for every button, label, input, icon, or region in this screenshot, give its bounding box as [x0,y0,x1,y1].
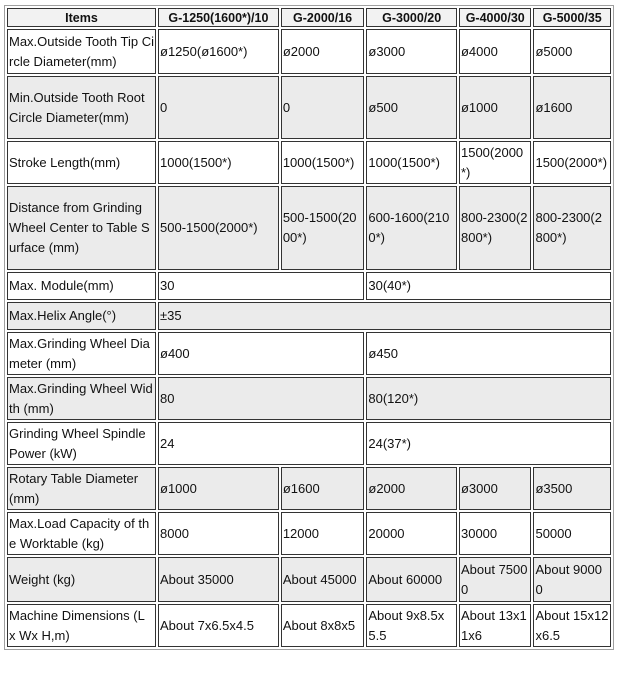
header-model-3: G-3000/20 [366,8,457,27]
cell: 8000 [158,512,279,555]
cell: 1000(1500*) [158,141,279,184]
cell: About 60000 [366,557,457,602]
cell: ø1250(ø1600*) [158,29,279,74]
header-row [7,8,611,27]
cell: 30(40*) [366,272,611,300]
header-model-2: G-2000/16 [281,8,365,27]
cell: 24(37*) [366,422,611,465]
cell: About 8x8x5 [281,604,365,647]
row-label: Stroke Length(mm) [7,141,156,184]
table-row [7,512,611,555]
cell: About 75000 [459,557,531,602]
spec-table-container [4,5,614,650]
table-row [7,557,611,602]
cell: 30000 [459,512,531,555]
row-label: Distance from Grinding Wheel Center to Table Surface (mm) [7,186,156,270]
cell: 12000 [281,512,365,555]
header-model-1: G-1250(1600*)/10 [158,8,279,27]
table-row [7,186,611,270]
cell: ø1000 [158,467,279,510]
row-label: Max.Grinding Wheel Diameter (mm) [7,332,156,375]
cell: 1000(1500*) [281,141,365,184]
cell: About 9x8.5x5.5 [366,604,457,647]
cell: ø400 [158,332,364,375]
cell: ø450 [366,332,611,375]
cell: 800-2300(2800*) [533,186,611,270]
table-row [7,422,611,465]
row-label: Grinding Wheel Spindle Power (kW) [7,422,156,465]
cell: 80(120*) [366,377,611,420]
cell: ø2000 [281,29,365,74]
header-items: Items [7,8,156,27]
cell: 30 [158,272,364,300]
cell: 500-1500(2000*) [281,186,365,270]
row-label: Max.Outside Tooth Tip Circle Diameter(mm) [7,29,156,74]
cell: ø3500 [533,467,611,510]
cell: 0 [281,76,365,139]
table-row [7,29,611,74]
table-row [7,141,611,184]
cell: 20000 [366,512,457,555]
cell: 1500(2000*) [459,141,531,184]
table-row [7,467,611,510]
header-model-5: G-5000/35 [533,8,611,27]
table-row [7,76,611,139]
cell: 500-1500(2000*) [158,186,279,270]
cell: ø2000 [366,467,457,510]
cell: 24 [158,422,364,465]
cell: 800-2300(2800*) [459,186,531,270]
table-row [7,272,611,300]
cell: ø1000 [459,76,531,139]
cell: ø1600 [533,76,611,139]
cell: About 15x12x6.5 [533,604,611,647]
row-label: Rotary Table Diameter (mm) [7,467,156,510]
cell: 80 [158,377,364,420]
cell: 1500(2000*) [533,141,611,184]
row-label: Max. Module(mm) [7,272,156,300]
cell: About 13x11x6 [459,604,531,647]
cell: ø4000 [459,29,531,74]
cell: 1000(1500*) [366,141,457,184]
header-model-4: G-4000/30 [459,8,531,27]
cell: About 45000 [281,557,365,602]
specification-table [4,5,614,650]
row-label: Min.Outside Tooth Root Circle Diameter(mm) [7,76,156,139]
table-row [7,604,611,647]
row-label: Machine Dimensions (L x Wx H,m) [7,604,156,647]
cell: About 35000 [158,557,279,602]
cell: ø500 [366,76,457,139]
table-row [7,332,611,375]
cell: 50000 [533,512,611,555]
cell: 0 [158,76,279,139]
cell: ø3000 [459,467,531,510]
cell: About 90000 [533,557,611,602]
cell: ø3000 [366,29,457,74]
row-label: Weight (kg) [7,557,156,602]
cell: About 7x6.5x4.5 [158,604,279,647]
row-label: Max.Helix Angle(°) [7,302,156,330]
cell: ±35 [158,302,611,330]
cell: ø1600 [281,467,365,510]
table-row [7,302,611,330]
row-label: Max.Load Capacity of the Worktable (kg) [7,512,156,555]
cell: ø5000 [533,29,611,74]
cell: 600-1600(2100*) [366,186,457,270]
table-row [7,377,611,420]
row-label: Max.Grinding Wheel Width (mm) [7,377,156,420]
